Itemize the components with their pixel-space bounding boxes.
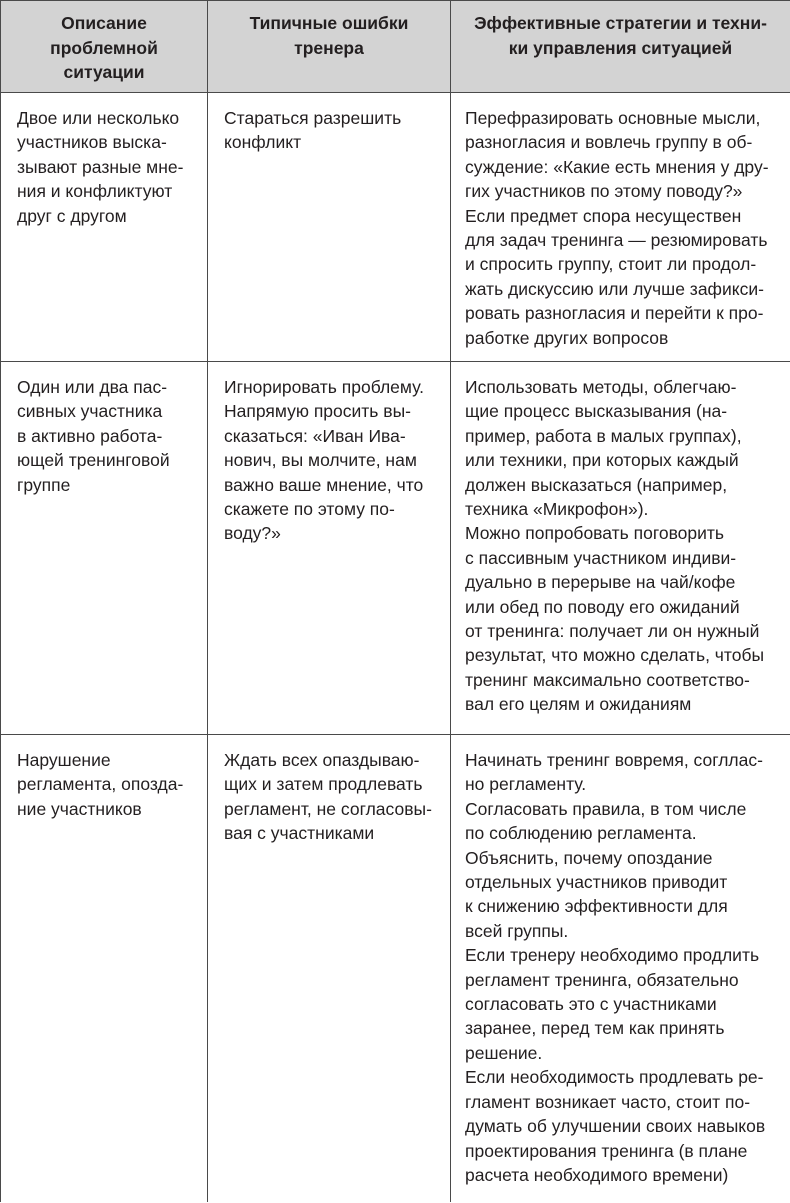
cell-line: сивных участника xyxy=(17,401,163,422)
cell-line: работке других вопросов xyxy=(465,327,669,348)
cell-line: участников выска- xyxy=(17,132,167,153)
cell-line: гих участников по этому поводу?» xyxy=(465,181,743,202)
cell-line: расчета необходимого времени) xyxy=(465,1164,729,1185)
cell-line: нович, вы молчите, нам xyxy=(224,450,417,471)
cell-line: результат, что можно сделать, чтобы xyxy=(465,645,765,666)
header-line: тренера xyxy=(294,37,364,58)
cell-line: Игнорировать проблему. xyxy=(224,377,424,397)
cell-line: ровать разногласия и перейти к про- xyxy=(465,303,764,324)
header-line: ситуации xyxy=(63,62,145,82)
cell-line: пример, работа в малых группах), xyxy=(465,425,742,446)
cell-line: ющей тренинговой xyxy=(17,450,170,471)
cell-line: ния и конфликтуют xyxy=(17,181,173,202)
header-description xyxy=(1,1,208,93)
cell-line: или обед по поводу его ожиданий xyxy=(465,596,740,617)
cell-line: суждение: «Какие есть мнения у дру- xyxy=(465,156,769,177)
cell-line: Можно попробовать поговорить xyxy=(465,523,725,544)
table-row xyxy=(1,93,790,362)
cell-line: должен высказаться (например, xyxy=(465,474,728,495)
cell-line: проектирования тренинга (в плане xyxy=(465,1140,748,1161)
header-strategies xyxy=(451,1,790,93)
table-row xyxy=(1,362,790,735)
cell-line: и спросить группу, стоит ли продол- xyxy=(465,254,757,275)
cell-line: вал его целям и ожиданиям xyxy=(465,694,692,715)
cell-line: заранее, перед тем как принять xyxy=(465,1018,725,1039)
cell-line: ние участников xyxy=(17,798,142,819)
cell-line: Перефразировать основные мысли, xyxy=(465,108,761,128)
header-row xyxy=(1,1,790,93)
cell-line: Если необходимость продлевать ре- xyxy=(465,1067,764,1088)
cell-line: щие процесс высказывания (на- xyxy=(465,401,728,422)
cell-line: всей группы. xyxy=(465,920,569,941)
cell-errors xyxy=(208,735,451,1202)
cell-line: друг с другом xyxy=(17,205,127,226)
cell-line: конфликт xyxy=(224,132,302,153)
header-line: проблемной xyxy=(50,37,158,58)
cell-line: Ждать всех опаздываю- xyxy=(224,750,420,770)
cell-line: тренинг максимально соответство- xyxy=(465,669,750,690)
cell-line: Нарушение xyxy=(17,750,111,770)
table-row xyxy=(1,735,790,1202)
cell-strategies xyxy=(451,735,790,1202)
cell-description xyxy=(1,93,208,362)
header-line: Эффективные стратегии и техни- xyxy=(474,13,767,33)
cell-errors xyxy=(208,93,451,362)
cell-line: группе xyxy=(17,474,71,495)
cell-line: но регламенту. xyxy=(465,774,587,795)
cell-line: или техники, при которых каждый xyxy=(465,450,739,471)
cell-line: Стараться разрешить xyxy=(224,108,402,128)
cell-line: регламент, не согласовы- xyxy=(224,798,432,819)
cell-line: Использовать методы, облегчаю- xyxy=(465,377,737,397)
cell-line: дуально в перерыве на чай/кофе xyxy=(465,572,736,593)
cell-line: техника «Микрофон»). xyxy=(465,499,649,520)
cell-line: к снижению эффективности для xyxy=(465,896,728,917)
cell-line: жать дискуссию или лучше зафикси- xyxy=(465,278,764,299)
cell-line: щих и затем продлевать xyxy=(224,774,423,795)
cell-line: скажете по этому по- xyxy=(224,499,395,520)
cell-line: сказаться: «Иван Ива- xyxy=(224,425,406,446)
cell-line: Согласовать правила, в том числе xyxy=(465,798,747,819)
cell-line: Начинать тренинг вовремя, согллас- xyxy=(465,750,763,770)
cell-line: от тренинга: получает ли он нужный xyxy=(465,621,760,642)
cell-line: с пассивным участником индиви- xyxy=(465,547,737,568)
cell-line: регламент тренинга, обязательно xyxy=(465,969,739,990)
header-line: Описание xyxy=(61,13,147,33)
cell-description xyxy=(1,362,208,735)
cell-line: регламента, опозда- xyxy=(17,774,184,795)
cell-line: Если тренеру необходимо продлить xyxy=(465,945,760,966)
cell-line: важно ваше мнение, что xyxy=(224,474,424,495)
cell-description xyxy=(1,735,208,1202)
cell-line: в активно работа- xyxy=(17,425,163,446)
cell-strategies xyxy=(451,362,790,735)
cell-strategies xyxy=(451,93,790,362)
table-header xyxy=(1,1,790,93)
cell-line: решение. xyxy=(465,1042,543,1063)
cell-line: согласовать это с участниками xyxy=(465,994,717,1015)
cell-errors xyxy=(208,362,451,735)
cell-line: воду?» xyxy=(224,523,281,544)
cell-line: думать об улучшении своих навыков xyxy=(465,1116,766,1137)
header-errors xyxy=(208,1,451,93)
cell-line: Один или два пас- xyxy=(17,377,168,397)
cell-line: для задач тренинга — резюмировать xyxy=(465,230,768,251)
cell-line: по соблюдению регламента. xyxy=(465,823,697,844)
cell-line: зывают разные мне- xyxy=(17,156,184,177)
cell-line: Если предмет спора несуществен xyxy=(465,205,742,226)
cell-line: Объяснить, почему опоздание xyxy=(465,847,713,868)
cell-line: Напрямую просить вы- xyxy=(224,401,411,422)
header-line: Типичные ошибки xyxy=(249,13,409,33)
cell-line: вая с участниками xyxy=(224,823,375,844)
cell-line: разногласия и вовлечь группу в об- xyxy=(465,132,753,153)
cell-line: Двое или несколько xyxy=(17,108,180,128)
cell-line: отдельных участников приводит xyxy=(465,872,728,893)
header-line: ки управления ситуацией xyxy=(508,37,733,58)
cell-line: гламент возникает часто, стоит по- xyxy=(465,1091,751,1112)
